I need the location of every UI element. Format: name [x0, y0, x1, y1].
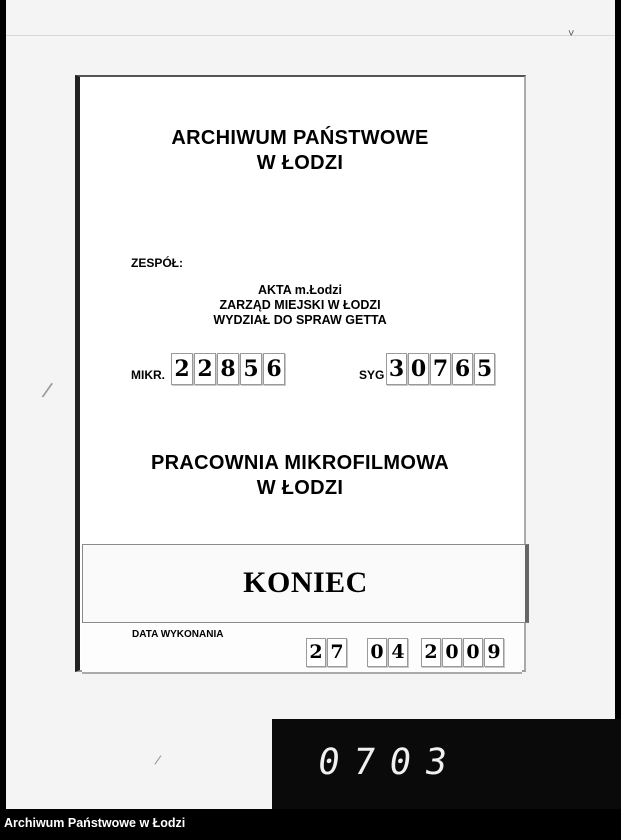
date-digit: 0 [442, 638, 462, 667]
date-digit: 0 [463, 638, 483, 667]
koniec-text: KONIEC [243, 566, 368, 599]
syg-digit: 5 [474, 353, 495, 385]
footer-caption: Archiwum Państwowe w Łodzi [4, 816, 186, 830]
date-year [421, 638, 505, 667]
mikr-label: MIKR. [131, 368, 165, 382]
frame-number: 0703 [315, 742, 464, 783]
syg-label: SYG [359, 368, 385, 382]
frame-edge-line [6, 35, 615, 36]
mikr-digit: 8 [217, 353, 239, 385]
archive-title-line2: W ŁODZI [256, 152, 344, 174]
zespol-label: ZESPÓŁ: [131, 256, 184, 270]
mikr-digit: 2 [171, 353, 193, 385]
workshop-line2: W ŁODZI [256, 477, 344, 499]
frame-tick-mark: ˅ [568, 28, 575, 40]
date-digit: 0 [367, 638, 387, 667]
syg-digit: 3 [386, 353, 407, 385]
date-digit: 2 [421, 638, 441, 667]
zespol-line2: ZARZĄD MIEJSKI W ŁODZI [219, 298, 381, 312]
date-day [306, 638, 348, 667]
zespol-line1: AKTA m.Łodzi [257, 283, 342, 297]
mikr-digit: 6 [263, 353, 285, 385]
date-digit: 7 [327, 638, 347, 667]
archive-title-line1: ARCHIWUM PAŃSTWOWE [171, 127, 429, 149]
date-digit: 4 [388, 638, 408, 667]
scratch-mark: / [153, 751, 163, 769]
mikr-digit: 5 [240, 353, 262, 385]
syg-digit: 0 [408, 353, 429, 385]
mikr-number [171, 353, 286, 385]
scratch-mark: / [40, 377, 55, 404]
workshop-line1: PRACOWNIA MIKROFILMOWA [150, 452, 450, 474]
syg-digit: 6 [452, 353, 473, 385]
syg-digit: 7 [430, 353, 451, 385]
syg-number [386, 353, 496, 385]
date-digit: 9 [484, 638, 504, 667]
date-digit: 2 [306, 638, 326, 667]
zespol-line3: WYDZIAŁ DO SPRAW GETTA [213, 313, 387, 327]
date-month [367, 638, 409, 667]
mikr-digit: 2 [194, 353, 216, 385]
date-label: DATA WYKONANIA [132, 629, 224, 640]
